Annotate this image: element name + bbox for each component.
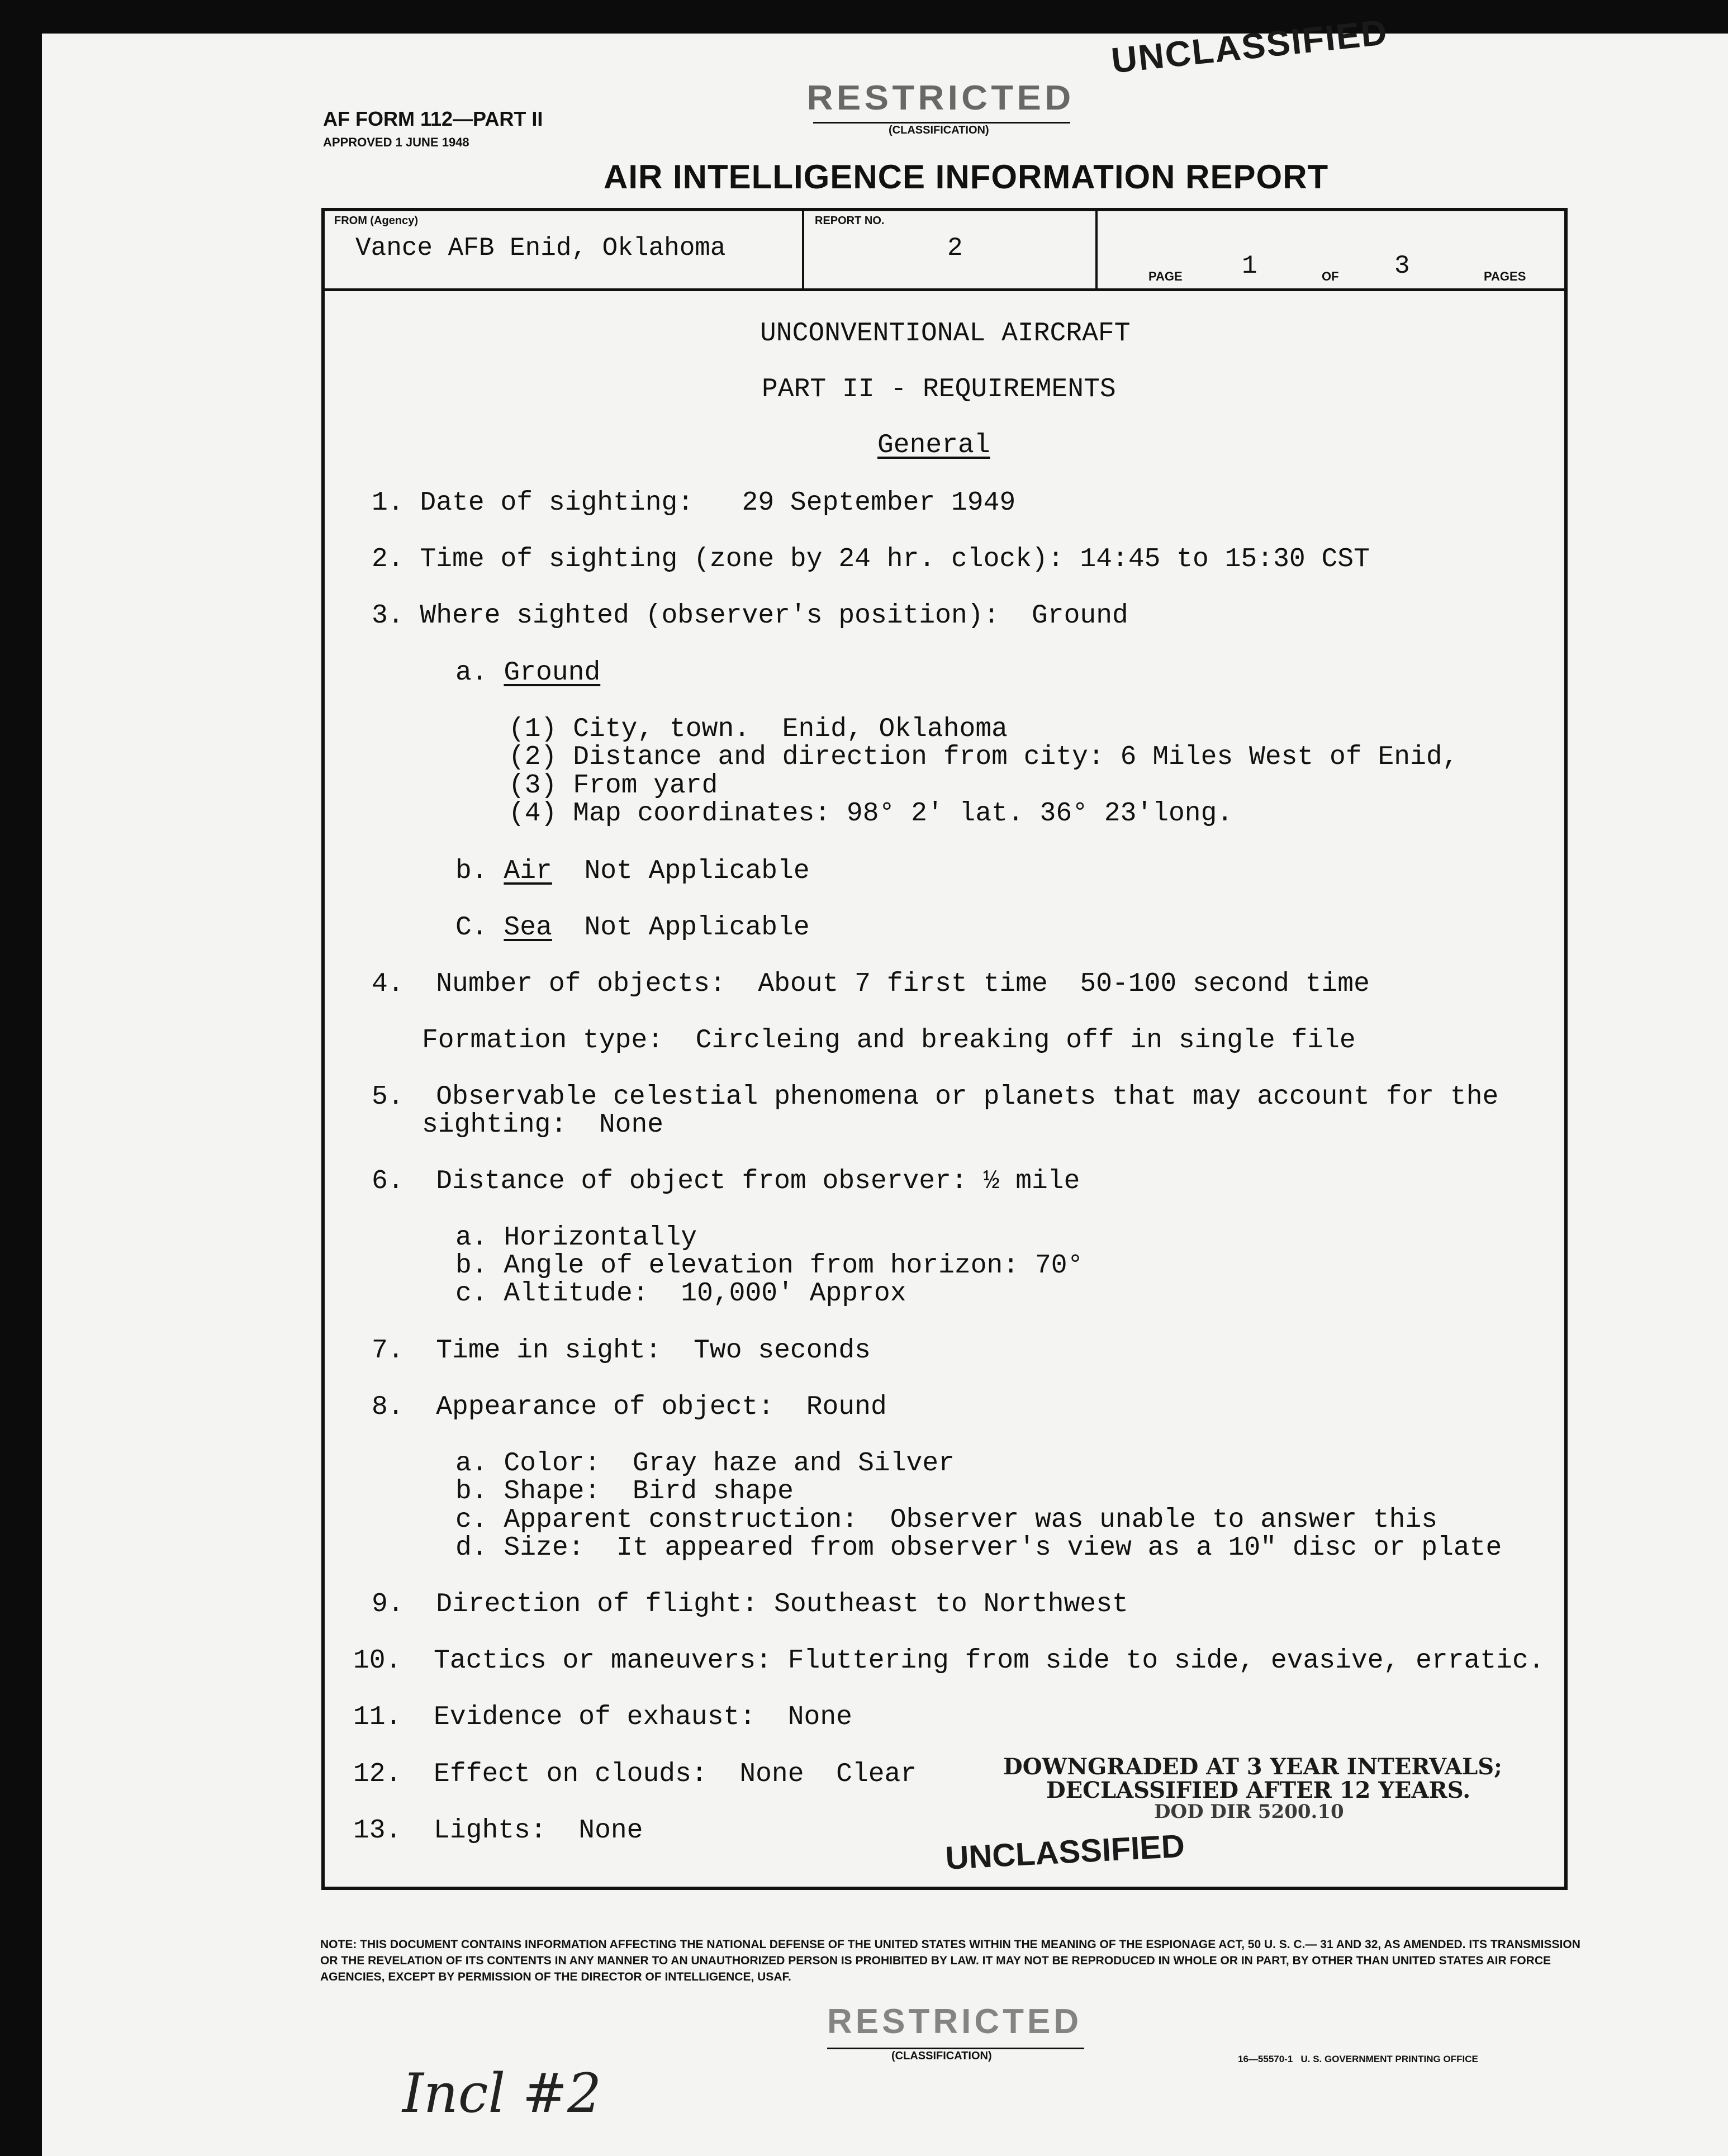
- item-1: [372, 488, 1015, 518]
- item-2-num: 2.: [372, 544, 404, 574]
- from-value: Vance AFB Enid, Oklahoma: [355, 234, 726, 263]
- item-6: 6. Distance of object from observer: ½ mile: [372, 1166, 1080, 1196]
- item-4: 4. Number of objects: About 7 first time 50-100 second time: [372, 969, 1370, 999]
- item-13: 13. Lights: None: [353, 1816, 643, 1846]
- heading-part-ii: PART II - REQUIREMENTS: [762, 374, 1116, 405]
- unclassified-stamp-bottom: UNCLASSIFIED: [944, 1827, 1186, 1877]
- ground-sub-3: (3) From yard: [509, 771, 718, 801]
- restricted-stamp-bottom: RESTRICTED: [827, 2002, 1083, 2041]
- ground-letter: a.: [455, 658, 488, 688]
- printing-office: 16—55570-1 U. S. GOVERNMENT PRINTING OFFICE: [1238, 2054, 1478, 2064]
- air-label: Air: [504, 856, 552, 886]
- sea-value: Not Applicable: [584, 913, 810, 943]
- item-1-text: Date of sighting: 29 September 1949: [420, 488, 1016, 518]
- item-8-sub-d: d. Size: It appeared from observer's view as a 10" disc or plate: [455, 1533, 1502, 1563]
- page-label: PAGE: [1148, 269, 1183, 283]
- downgraded-stamp-line-3: DOD DIR 5200.10: [1154, 1801, 1344, 1823]
- classification-label-top: (CLASSIFICATION): [889, 124, 989, 136]
- item-8-sub-a: a. Color: Gray haze and Silver: [455, 1449, 955, 1479]
- item-5-line-2: sighting: None: [422, 1110, 664, 1140]
- downgraded-stamp-line-1: DOWNGRADED AT 3 YEAR INTERVALS;: [1003, 1754, 1502, 1780]
- item-11: 11. Evidence of exhaust: None: [353, 1702, 852, 1732]
- restricted-stamp-top: RESTRICTED: [806, 79, 1075, 117]
- security-note: NOTE: THIS DOCUMENT CONTAINS INFORMATION AFFECTING THE NATIONAL DEFENSE OF THE UNITED STATES WITHIN THE MEANING OF THE ESPIONAGE ACT, 50 U. S. C.— 31 AND 32, AS AMENDED. ITS TRANSMISSION OR THE REVELATION OF ITS CONTENTS IN ANY MANNER TO AN UNAUTHORIZED PERSON IS PROHIBITED BY LAW. IT MAY NOT BE REPRODUCED IN WHOLE OR IN PART, BY OTHER THAN UNITED STATES AIR FORCE AGENCIES, EXCEPT BY PERMISSION OF THE DIRECTOR OF INTELLIGENCE, USAF.: [320, 1938, 1580, 1983]
- item-8: 8. Appearance of object: Round: [372, 1392, 887, 1422]
- header-col-divider-1: [802, 208, 804, 289]
- header-col-divider-2: [1095, 208, 1098, 289]
- classification-label-bottom: (CLASSIFICATION): [891, 2050, 992, 2062]
- pages-label: PAGES: [1484, 269, 1526, 283]
- ground-sub-1: (1) City, town. Enid, Oklahoma: [509, 714, 1008, 744]
- ground-sub-4: (4) Map coordinates: 98° 2' lat. 36° 23'long.: [509, 799, 1233, 829]
- item-6-sub-b: b. Angle of elevation from horizon: 70°: [455, 1251, 1084, 1281]
- approved-date: APPROVED 1 JUNE 1948: [323, 135, 469, 149]
- item-6-sub-c: c. Altitude: 10,000' Approx: [455, 1279, 906, 1309]
- ground-sub-2: (2) Distance and direction from city: 6 Miles West of Enid,: [509, 742, 1459, 772]
- ground-row: [455, 658, 600, 688]
- heading-general: General: [877, 430, 990, 460]
- unclassified-stamp-top: UNCLASSIFIED: [1109, 12, 1390, 81]
- classification-rule-top: [813, 122, 1070, 124]
- page-value: 1: [1242, 251, 1257, 281]
- report-title: AIR INTELLIGENCE INFORMATION REPORT: [604, 158, 1329, 196]
- report-no-value: 2: [947, 234, 963, 263]
- item-9: 9. Direction of flight: Southeast to Northwest: [372, 1589, 1128, 1620]
- item-3-num: 3.: [372, 601, 404, 631]
- sea-letter: C.: [455, 913, 488, 943]
- item-3-text: Where sighted (observer's position): Ground: [420, 601, 1128, 631]
- item-7: 7. Time in sight: Two seconds: [372, 1336, 871, 1366]
- heading-unconventional-aircraft: UNCONVENTIONAL AIRCRAFT: [760, 319, 1131, 349]
- report-no-label: REPORT NO.: [815, 215, 885, 227]
- air-value: Not Applicable: [584, 856, 810, 886]
- item-2: [372, 544, 1370, 574]
- form-number: AF FORM 112—PART II: [323, 107, 543, 130]
- from-label: FROM (Agency): [334, 215, 418, 227]
- pages-value: 3: [1394, 251, 1410, 281]
- air-letter: b.: [455, 856, 488, 886]
- item-8-sub-b: b. Shape: Bird shape: [455, 1476, 794, 1507]
- item-1-num: 1.: [372, 488, 404, 518]
- formation-type: Formation type: Circleing and breaking off in single file: [422, 1025, 1356, 1056]
- handwritten-note: Incl #2: [402, 2062, 602, 2125]
- downgraded-stamp-line-2: DECLASSIFIED AFTER 12 YEARS.: [1046, 1777, 1471, 1803]
- item-12: 12. Effect on clouds: None Clear: [353, 1759, 917, 1789]
- item-3: [372, 601, 1128, 631]
- item-5-line-1: 5. Observable celestial phenomena or planets that may account for the: [372, 1082, 1499, 1112]
- item-8-sub-c: c. Apparent construction: Observer was unable to answer this: [455, 1505, 1438, 1535]
- ground-label: Ground: [504, 658, 601, 688]
- sea-row: [455, 913, 810, 943]
- air-row: [455, 856, 810, 886]
- item-6-sub-a: a. Horizontally: [455, 1223, 697, 1253]
- item-10: 10. Tactics or maneuvers: Fluttering from side to side, evasive, erratic.: [353, 1646, 1545, 1676]
- classification-rule-bottom: [827, 2048, 1084, 2049]
- sea-label: Sea: [504, 913, 552, 943]
- item-2-text: Time of sighting (zone by 24 hr. clock): 14:45 to 15:30 CST: [420, 544, 1370, 574]
- header-divider: [321, 288, 1568, 291]
- of-label: OF: [1322, 269, 1339, 283]
